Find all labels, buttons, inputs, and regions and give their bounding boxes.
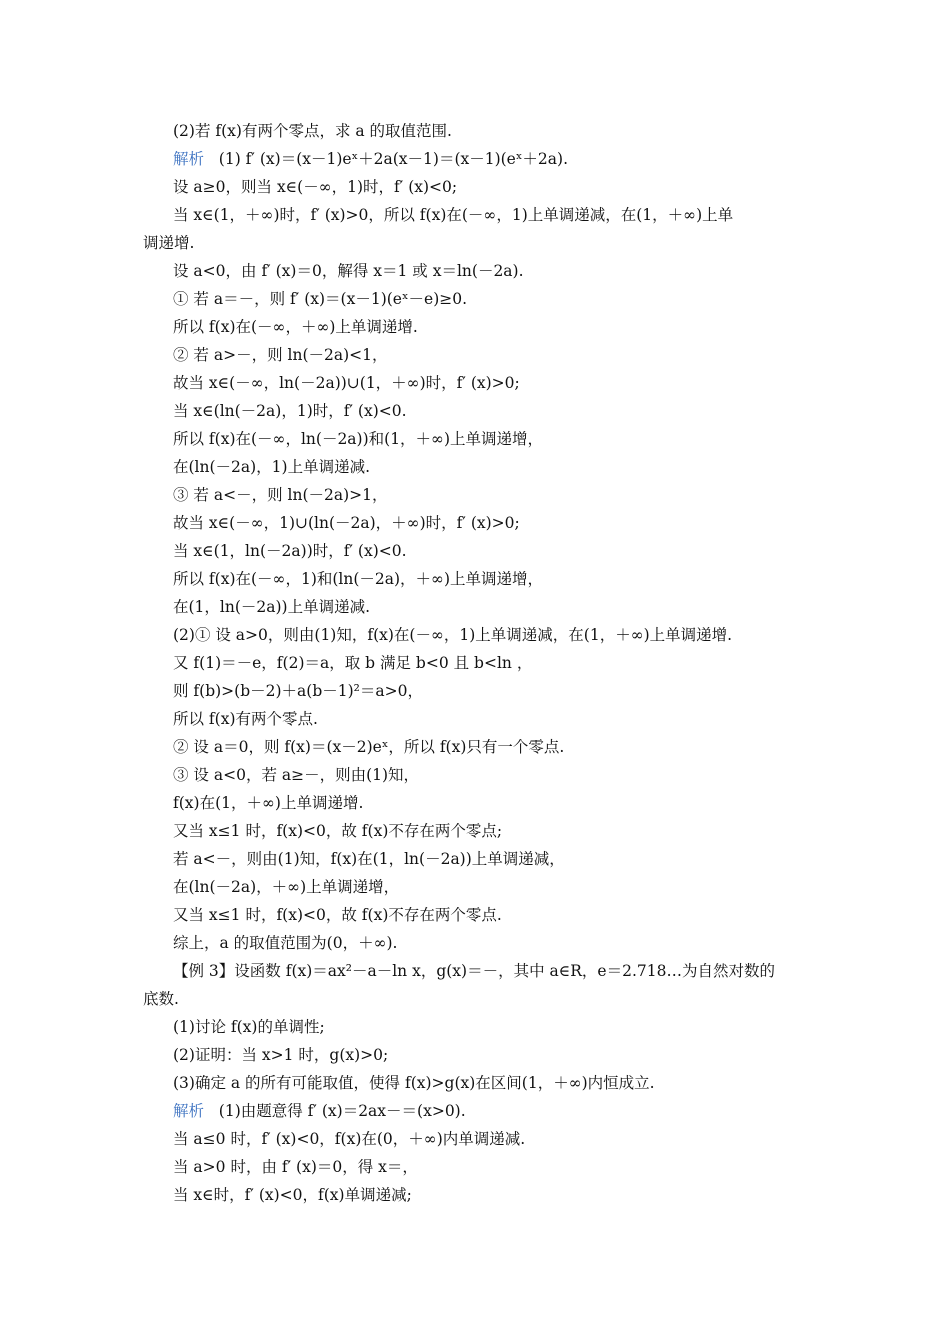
solution-tag: 解析 <box>173 1102 205 1120</box>
text-line: 底数. <box>143 990 179 1008</box>
text-line: 当 x∈(1，ln(－2a))时，f′ (x)<0. <box>173 542 407 560</box>
text-line: 当 a>0 时，由 f′ (x)＝0，得 x＝， <box>173 1158 418 1176</box>
text-line: 所以 f(x)在(－∞，ln(－2a))和(1，＋∞)上单调递增， <box>173 430 544 448</box>
text-line: 在(ln(－2a)，＋∞)上单调递增， <box>173 878 400 896</box>
text-line: 当 a≤0 时，f′ (x)<0，f(x)在(0，＋∞)内单调递减. <box>173 1130 526 1148</box>
text-line: (2)证明：当 x>1 时，g(x)>0; <box>173 1046 389 1064</box>
text-line: ③ 若 a<－，则 ln(－2a)>1， <box>173 486 388 504</box>
text-line: 在(1，ln(－2a))上单调递减. <box>173 598 371 616</box>
text-line: 所以 f(x)有两个零点. <box>173 710 318 728</box>
solution-tag: 解析 <box>173 150 205 168</box>
text-span: (1) f′ (x)＝(x－1)eˣ＋2a(x－1)＝(x－1)(eˣ＋2a). <box>218 150 569 168</box>
text-line: 调递增. <box>143 234 195 252</box>
text-line: 综上，a 的取值范围为(0，＋∞). <box>173 934 398 952</box>
text-line: 若 a<－，则由(1)知，f(x)在(1，ln(－2a))上单调递减， <box>173 850 565 868</box>
text-line: ② 若 a>－，则 ln(－2a)<1， <box>173 346 388 364</box>
text-line: 又当 x≤1 时，f(x)<0，故 f(x)不存在两个零点. <box>173 906 502 924</box>
text-line: 所以 f(x)在(－∞，1)和(ln(－2a)，＋∞)上单调递增， <box>173 570 544 588</box>
text-line: 当 x∈(1，＋∞)时，f′ (x)>0，所以 f(x)在(－∞，1)上单调递减，在(1，＋∞)上单 <box>173 206 734 224</box>
text-line: 在(ln(－2a)，1)上单调递减. <box>173 458 371 476</box>
text-line: ② 设 a＝0，则 f(x)＝(x－2)eˣ，所以 f(x)只有一个零点. <box>173 738 565 756</box>
text-line: 故当 x∈(－∞，ln(－2a))∪(1，＋∞)时，f′ (x)>0; <box>173 374 520 392</box>
text-line <box>173 148 853 170</box>
text-span: (1)由题意得 f′ (x)＝2ax－＝(x>0). <box>218 1102 466 1120</box>
text-line: 所以 f(x)在(－∞，＋∞)上单调递增. <box>173 318 418 336</box>
text-line: f(x)在(1，＋∞)上单调递增. <box>173 794 364 812</box>
text-line: 又 f(1)＝－e，f(2)＝a，取 b 满足 b<0 且 b<ln ， <box>173 654 533 672</box>
text-line: 则 f(b)>(b－2)＋a(b－1)²＝a>0， <box>173 682 423 700</box>
text-line: ③ 设 a<0，若 a≥－，则由(1)知， <box>173 766 420 784</box>
text-line: (2)若 f(x)有两个零点，求 a 的取值范围. <box>173 122 452 140</box>
text-line: 当 x∈时，f′ (x)<0，f(x)单调递减; <box>173 1186 412 1204</box>
text-line: 故当 x∈(－∞，1)∪(ln(－2a)，＋∞)时，f′ (x)>0; <box>173 514 520 532</box>
text-line: ① 若 a＝－，则 f′ (x)＝(x－1)(eˣ－e)≥0. <box>173 290 468 308</box>
text-line <box>173 1100 853 1122</box>
text-line: 又当 x≤1 时，f(x)<0，故 f(x)不存在两个零点; <box>173 822 503 840</box>
text-line: 当 x∈(ln(－2a)，1)时，f′ (x)<0. <box>173 402 407 420</box>
text-line: 设 a<0，由 f′ (x)＝0，解得 x＝1 或 x＝ln(－2a). <box>173 262 524 280</box>
example-heading: 【例 3】设函数 f(x)＝ax²－a－ln x，g(x)＝－，其中 a∈R，e＝2.718…为自然对数的 <box>173 962 775 980</box>
text-line: 设 a≥0，则当 x∈(－∞，1)时，f′ (x)<0; <box>173 178 458 196</box>
text-line: (2)① 设 a>0，则由(1)知，f(x)在(－∞，1)上单调递减，在(1，＋∞)上单调递增. <box>173 626 733 644</box>
text-line: (3)确定 a 的所有可能取值，使得 f(x)>g(x)在区间(1，＋∞)内恒成立. <box>173 1074 655 1092</box>
text-line: (1)讨论 f(x)的单调性; <box>173 1018 325 1036</box>
